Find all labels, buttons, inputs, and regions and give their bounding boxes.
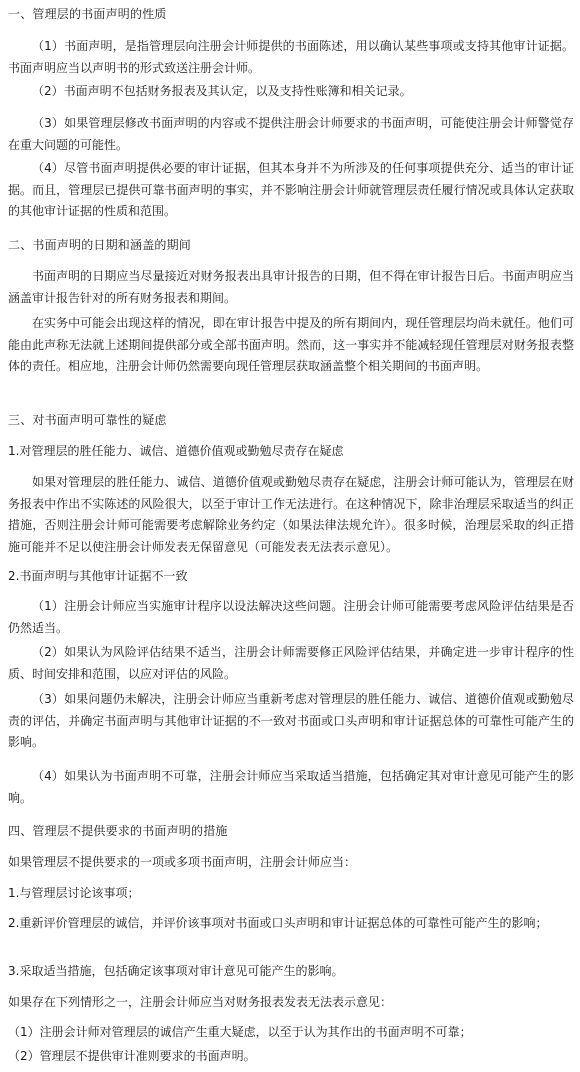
section-2-para-1: 书面声明的日期应当尽量接近对财务报表出具审计报告的日期，但不得在审计报告日后。书面声明应当涵盖审计报告针对的所有财务报表和期间。 (8, 269, 574, 305)
section-4-item-3: 3.采取适当措施，包括确定该事项对审计意见可能产生的影响。 (8, 964, 344, 978)
section-3-sub-1-heading: 1.对管理层的胜任能力、诚信、道德价值观或勤勉尽责存在疑虑 (8, 444, 344, 458)
section-2-heading: 二、书面声明的日期和涵盖的期间 (8, 238, 192, 252)
section-3-sub-2-heading: 2.书面声明与其他审计证据不一致 (8, 569, 188, 583)
section-4-intro-2: 如果存在下列情形之一，注册会计师应当对财务报表发表无法表示意见： (8, 995, 393, 1009)
section-1-para-1: （1）书面声明，是指管理层向注册会计师提供的书面陈述，用以确认某些事项或支持其他审计证据。书面声明应当以声明书的形式致送注册会计师。 (8, 39, 574, 75)
section-1-heading: 一、管理层的书面声明的性质 (8, 7, 167, 21)
section-1-para-4: （4）尽管书面声明提供必要的审计证据，但其本身并不为所涉及的任何事项提供充分、适当的审计证据。而且，管理层已提供可靠书面声明的事实，并不影响注册会计师就管理层责任履行情况或具体认定获取的其他审计证据的性质和范围。 (8, 161, 574, 218)
section-3-heading: 三、对书面声明可靠性的疑虑 (8, 413, 167, 427)
section-3-sub-2-para-3: （3）如果问题仍未解决，注册会计师应当重新考虑对管理层的胜任能力、诚信、道德价值观或勤勉尽责的评估，并确定书面声明与其他审计证据的不一致对书面或口头声明和审计证据总体的可靠性可能产生的影响。 (8, 692, 574, 749)
section-3-sub-2-para-4: （4）如果认为书面声明不可靠，注册会计师应当采取适当措施，包括确定其对审计意见可能产生的影响。 (8, 769, 574, 805)
section-4-intro: 如果管理层不提供要求的一项或多项书面声明，注册会计师应当： (8, 855, 357, 869)
section-4-case-1: （1）注册会计师对管理层的诚信产生重大疑虑，以至于认为其作出的书面声明不可靠； (8, 1025, 472, 1039)
section-1-para-3: （3）如果管理层修改书面声明的内容或不提供注册会计师要求的书面声明，可能使注册会计师警觉存在重大问题的可能性。 (8, 116, 574, 152)
section-3-sub-2-para-2: （2）如果认为风险评估结果不适当，注册会计师需要修正风险评估结果，并确定进一步审计程序的性质、时间安排和范围，以应对评估的风险。 (8, 645, 574, 681)
section-3-sub-1-para: 如果对管理层的胜任能力、诚信、道德价值观或勤勉尽责存在疑虑，注册会计师可能认为，管理层在财务报表中作出不实陈述的风险很大，以至于审计工作无法进行。在这种情况下，除非治理层采取适当的纠正措施，否则注册会计师可能需要考虑解除业务约定（如果法律法规允许）。很多时候，治理层采取的纠正措施可能并不足以使注册会计师发表无保留意见（可能发表无法表示意见）。 (8, 475, 574, 554)
section-4-case-2: （2）管理层不提供审计准则要求的书面声明。 (8, 1049, 256, 1063)
section-3-sub-2-para-1: （1）注册会计师应当实施审计程序以设法解决这些问题。注册会计师可能需要考虑风险评估结果是否仍然适当。 (8, 599, 574, 635)
section-1-para-2: （2）书面声明不包括财务报表及其认定，以及支持性账簿和相关记录。 (32, 84, 412, 98)
section-4-heading: 四、管理层不提供要求的书面声明的措施 (8, 824, 228, 838)
section-4-item-1: 1.与管理层讨论该事项； (8, 886, 140, 900)
section-2-para-2: 在实务中可能会出现这样的情况，即在审计报告中提及的所有期间内，现任管理层均尚未就任。他们可能由此声称无法就上述期间提供部分或全部书面声明。然而，这一事实并不能减轻现任管理层对财务报表整体的责任。相应地，注册会计师仍然需要向现任管理层获取涵盖整个相关期间的书面声明。 (8, 316, 574, 373)
section-4-item-2: 2.重新评价管理层的诚信，并评价该事项对书面或口头声明和审计证据总体的可靠性可能产生的影响； (8, 916, 548, 930)
